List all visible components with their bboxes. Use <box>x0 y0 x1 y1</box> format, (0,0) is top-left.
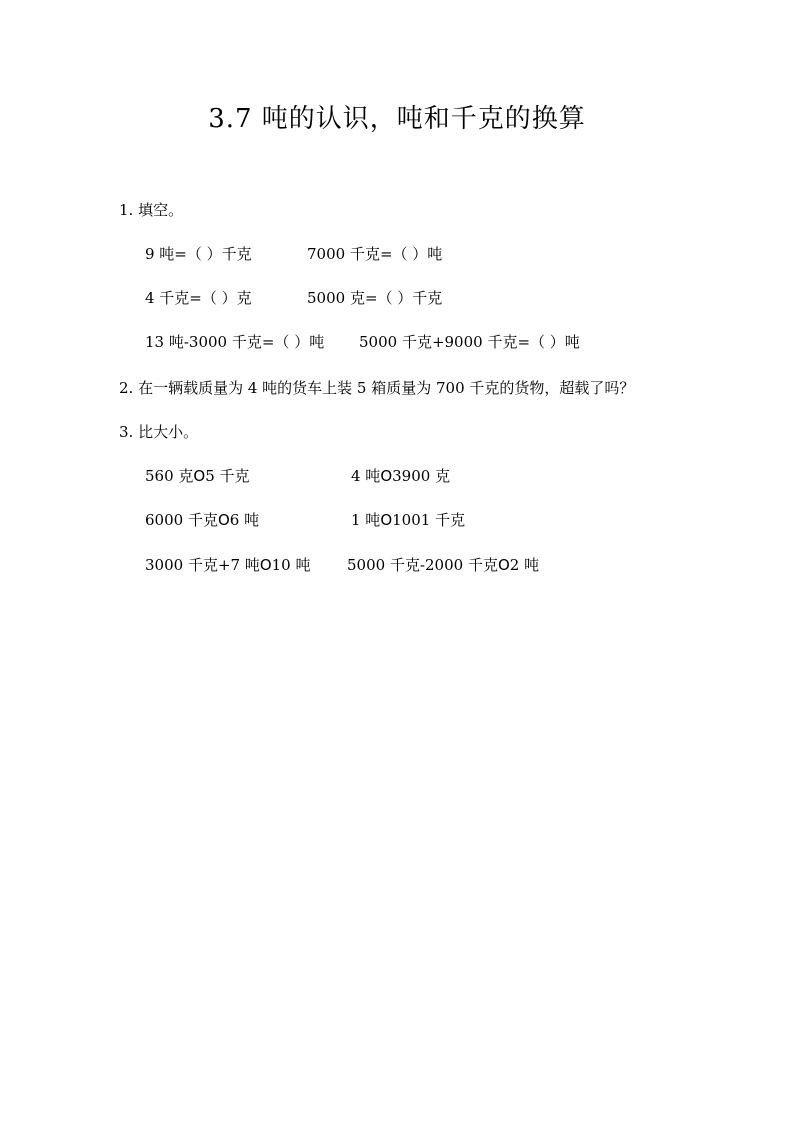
q1-row3-item-b: 5000 千克+9000 千克=（ ）吨 <box>359 333 580 351</box>
compare-left: 4 吨 <box>351 467 381 485</box>
q3-row2-item-b <box>351 511 465 529</box>
q3-row2-item-a <box>145 511 259 529</box>
compare-circle: O <box>259 556 272 574</box>
compare-left: 6000 千克 <box>145 511 218 529</box>
q3-row3-item-b <box>347 556 539 574</box>
compare-circle: O <box>380 511 393 529</box>
compare-circle: O <box>193 467 206 485</box>
page-title: 3.7 吨的认识，吨和千克的换算 <box>208 104 586 134</box>
compare-left: 3000 千克+7 吨 <box>145 556 260 574</box>
compare-right: 2 吨 <box>509 556 540 574</box>
q1-row1-item-b: 7000 千克=（ ）吨 <box>307 245 443 263</box>
compare-left: 1 吨 <box>351 511 381 529</box>
compare-right: 1001 千克 <box>392 511 466 529</box>
q3-row3-item-a <box>145 556 311 574</box>
question-3-heading: 3. 比大小。 <box>119 423 199 441</box>
compare-left: 5000 千克-2000 千克 <box>347 556 498 574</box>
compare-right: 3900 克 <box>392 467 451 485</box>
compare-right: 10 吨 <box>271 556 311 574</box>
compare-circle: O <box>497 556 510 574</box>
q1-row1-item-a: 9 吨=（ ）千克 <box>145 245 252 263</box>
compare-left: 560 克 <box>145 467 194 485</box>
q1-row3-item-a: 13 吨-3000 千克=（ ）吨 <box>145 333 325 351</box>
question-1-heading: 1. 填空。 <box>119 201 184 219</box>
q1-row2-item-a: 4 千克=（ ）克 <box>145 289 252 307</box>
question-2-text: 2. 在一辆载质量为 4 吨的货车上装 5 箱质量为 700 千克的货物，超载了吗？ <box>119 379 635 397</box>
compare-circle: O <box>380 467 393 485</box>
q3-row1-item-b <box>351 467 450 485</box>
compare-circle: O <box>217 511 230 529</box>
compare-right: 6 吨 <box>229 511 260 529</box>
compare-right: 5 千克 <box>205 467 250 485</box>
q1-row2-item-b: 5000 克=（ ）千克 <box>307 289 443 307</box>
q3-row1-item-a <box>145 467 250 485</box>
